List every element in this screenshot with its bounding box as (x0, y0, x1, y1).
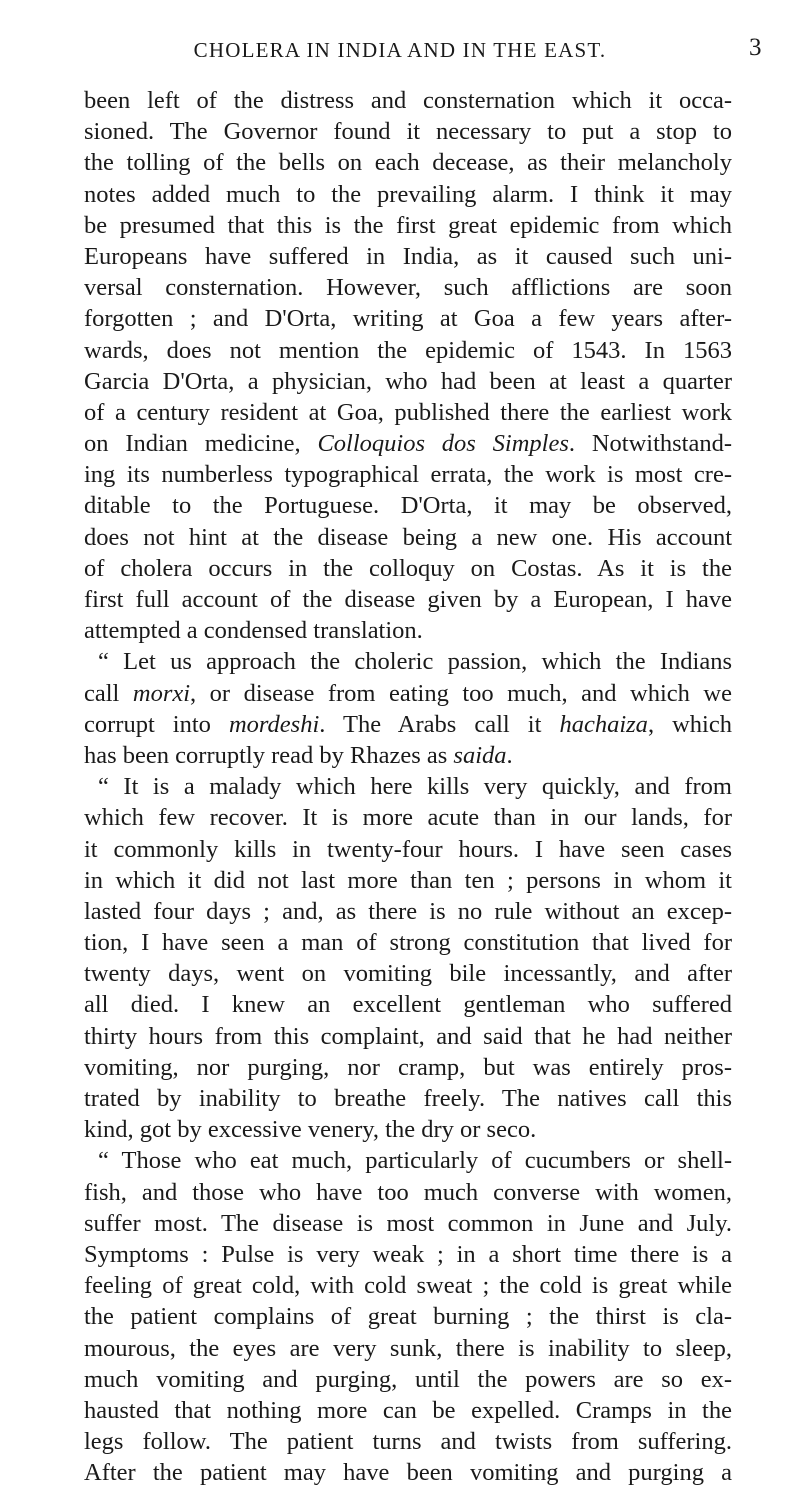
text-line (84, 1114, 732, 1145)
line-text: which few recover. It is more acute than in our lands, for (84, 804, 732, 832)
line-text: feeling of great cold, with cold sweat ; the cold is great while (84, 1272, 732, 1300)
line-text: versal consternation. However, such afflictions are soon (84, 274, 732, 302)
line-text: forgotten ; and D'Orta, writing at Goa a few years after- (84, 305, 732, 333)
line-text: . Notwithstand- (568, 430, 732, 458)
text-line (84, 179, 732, 210)
line-text: of a century resident at Goa, published there the earliest work (84, 398, 732, 426)
line-text: fish, and those who have too much converse with women, (84, 1178, 732, 1206)
line-text: on Indian medicine, (84, 430, 318, 458)
text-line (84, 366, 732, 397)
line-text: tion, I have seen a man of strong constitution that lived for (84, 929, 732, 957)
line-text: legs follow. The patient turns and twists from suffering. (84, 1428, 732, 1456)
text-line (84, 584, 732, 615)
text-line (84, 1270, 732, 1301)
text-line (84, 459, 732, 490)
text-line (84, 1426, 732, 1457)
text-line (84, 1364, 732, 1395)
running-title: CHOLERA IN INDIA AND IN THE EAST. (193, 38, 607, 62)
text-line (84, 397, 732, 428)
line-text: been left of the distress and consternation which it occa- (84, 87, 732, 114)
text-line (84, 490, 732, 521)
line-text: hausted that nothing more can be expelled. Cramps in the (84, 1396, 732, 1424)
line-text: much vomiting and purging, until the powers are so ex- (84, 1365, 732, 1393)
line-text: call (84, 679, 133, 707)
text-line (84, 522, 732, 553)
line-text: . (506, 741, 513, 769)
text-line (84, 615, 732, 646)
line-text: After the patient may have been vomiting and purging a (84, 1459, 732, 1487)
line-text: in which it did not last more than ten ; persons in whom it (84, 866, 732, 894)
text-line (84, 428, 732, 459)
text-line (84, 1177, 732, 1208)
text-line (84, 896, 732, 927)
line-text: first full account of the disease given by a European, I have (84, 586, 732, 613)
text-line (84, 802, 732, 833)
line-text: has been corruptly read by Rhazes as (84, 741, 454, 769)
italic-term: saida (453, 741, 507, 769)
text-line (84, 1052, 732, 1083)
text-line (84, 834, 732, 865)
text-line (84, 116, 732, 147)
line-text: sioned. The Governor found it necessary to put a stop to (84, 118, 732, 146)
line-text: suffer most. The disease is most common in June and July. (84, 1209, 732, 1237)
text-line (84, 958, 732, 989)
text-line (84, 553, 732, 584)
line-text: kind, got by excessive venery, the dry or seco. (84, 1116, 537, 1144)
body-text (84, 85, 732, 1488)
line-text: ditable to the Portuguese. D'Orta, it may be observed, (84, 492, 732, 520)
line-text: the patient complains of great burning ; the thirst is cla- (84, 1303, 732, 1331)
line-text: does not hint at the disease being a new one. His account (84, 523, 732, 551)
line-text: mourous, the eyes are very sunk, there is inability to sleep, (84, 1334, 732, 1362)
line-text: of cholera occurs in the colloquy on Costas. As it is the (84, 554, 732, 582)
italic-term: Colloquios dos Simples (317, 430, 569, 458)
text-line (84, 1208, 732, 1239)
text-line (84, 147, 732, 178)
line-text: twenty days, went on vomiting bile incessantly, and after (84, 960, 732, 988)
line-text: “ It is a malady which here kills very quickly, and from (98, 773, 732, 801)
italic-term: hachaiza (559, 710, 648, 738)
italic-term: morxi (132, 679, 191, 707)
line-text: it commonly kills in twenty-four hours. I have seen cases (84, 835, 732, 863)
text-line (84, 740, 732, 771)
line-text: thirty hours from this complaint, and said that he had neither (84, 1022, 732, 1050)
line-text: wards, does not mention the epidemic of 1543. In 1563 (84, 336, 732, 364)
line-text: Europeans have suffered in India, as it caused such uni- (84, 242, 732, 270)
line-text: . The Arabs call it (319, 710, 560, 738)
page-number: 3 (749, 34, 762, 61)
text-line (84, 1457, 732, 1488)
text-line (84, 1395, 732, 1426)
text-line (84, 210, 732, 241)
text-line (84, 1333, 732, 1364)
line-text: “ Those who eat much, particularly of cucumbers or shell- (98, 1147, 732, 1175)
text-line (84, 241, 732, 272)
italic-term: mordeshi (228, 710, 320, 738)
text-line (84, 85, 732, 116)
line-text: , or disease from eating too much, and which we (190, 679, 732, 707)
text-line (84, 303, 732, 334)
line-text: , which (647, 710, 732, 738)
line-text: ing its numberless typographical errata, the work is most cre- (84, 461, 732, 489)
text-line (84, 646, 732, 677)
text-line (84, 927, 732, 958)
line-text: Symptoms : Pulse is very weak ; in a short time there is a (84, 1240, 732, 1268)
text-line (84, 678, 732, 709)
line-text: Garcia D'Orta, a physician, who had been at least a quarter (84, 367, 732, 395)
text-line (84, 771, 732, 802)
text-line (84, 989, 732, 1020)
text-line (84, 1021, 732, 1052)
text-line (84, 1145, 732, 1176)
line-text: all died. I knew an excellent gentleman who suffered (84, 991, 732, 1019)
text-line (84, 272, 732, 303)
line-text: “ Let us approach the choleric passion, which the Indians (98, 648, 732, 676)
text-line (84, 1239, 732, 1270)
text-line (84, 335, 732, 366)
text-line (84, 1083, 732, 1114)
line-text: lasted four days ; and, as there is no rule without an excep- (84, 897, 732, 925)
line-text: trated by inability to breathe freely. The natives call this (84, 1085, 732, 1112)
line-text: the tolling of the bells on each decease, as their melancholy (84, 149, 732, 177)
line-text: vomiting, nor purging, nor cramp, but was entirely pros- (84, 1053, 732, 1081)
text-line (84, 709, 732, 740)
text-line (84, 865, 732, 896)
line-text: attempted a condensed translation. (84, 617, 423, 645)
line-text: corrupt into (84, 710, 229, 738)
text-line (84, 1301, 732, 1332)
line-text: notes added much to the prevailing alarm. I think it may (84, 180, 732, 208)
line-text: be presumed that this is the first great epidemic from which (84, 211, 732, 239)
